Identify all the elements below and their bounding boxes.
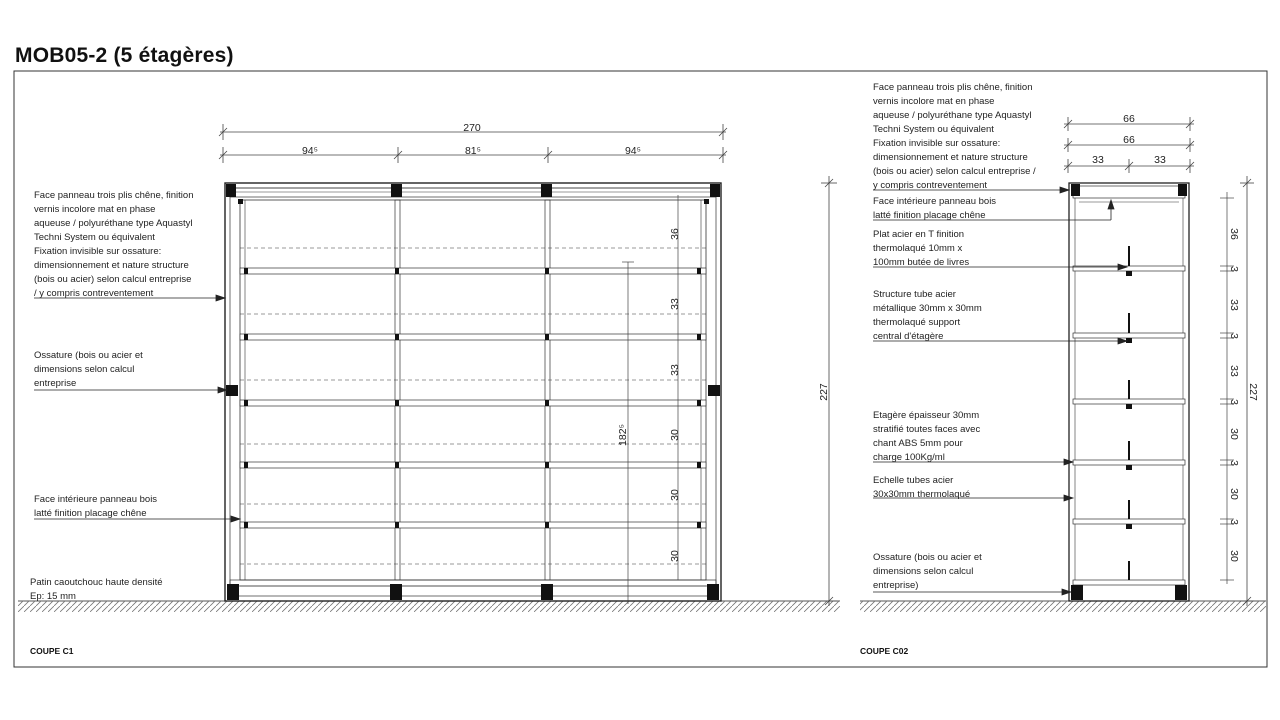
c02-note-ladder <box>873 475 970 500</box>
c02-shelf-dimensions <box>1228 228 1240 562</box>
c1-shelf-dim: 33 <box>669 364 681 376</box>
c02-shelf-dim: 3 <box>1228 266 1240 272</box>
svg-text:dimensionnement et nature stru: dimensionnement et nature structure <box>873 152 1028 163</box>
svg-text:Patin caoutchouc haute densité: Patin caoutchouc haute densité <box>30 577 163 588</box>
svg-text:chant ABS 5mm pour: chant ABS 5mm pour <box>873 438 963 449</box>
svg-text:vernis incolore mat en phase: vernis incolore mat en phase <box>34 204 156 215</box>
c1-dim-height: 227 <box>818 383 830 401</box>
c1-shelf-dim: 30 <box>669 429 681 441</box>
c02-note-steel-tube <box>873 289 982 342</box>
c02-note-inner-face <box>873 196 996 221</box>
svg-text:latté finition placage chêne: latté finition placage chêne <box>34 508 147 519</box>
c02-shelf-dim: 30 <box>1228 488 1240 500</box>
svg-text:dimensions selon calcul: dimensions selon calcul <box>34 364 135 375</box>
c02-dim-half-2: 33 <box>1154 154 1166 166</box>
c02-ground-line <box>860 601 1266 612</box>
svg-text:thermolaqué support: thermolaqué support <box>873 317 961 328</box>
svg-text:Fixation invisible sur ossatur: Fixation invisible sur ossature: <box>34 246 162 257</box>
svg-text:aqueuse / polyuréthane type Aq: aqueuse / polyuréthane type Aquastyl <box>873 110 1032 121</box>
svg-text:Face panneau trois plis chêne,: Face panneau trois plis chêne, finition <box>873 82 1033 93</box>
svg-text:central d'étagère: central d'étagère <box>873 331 944 342</box>
drawing-title: MOB05-2 (5 étagères) <box>15 44 234 67</box>
svg-text:Techni System ou équivalent: Techni System ou équivalent <box>873 124 994 135</box>
c02-shelf-dim: 33 <box>1228 299 1240 311</box>
c1-dim-total: 270 <box>463 122 481 134</box>
svg-text:vernis incolore mat en phase: vernis incolore mat en phase <box>873 96 995 107</box>
c1-note-ossature <box>34 350 143 389</box>
svg-text:Face intérieure panneau bois: Face intérieure panneau bois <box>873 196 997 207</box>
svg-text:Echelle tubes acier: Echelle tubes acier <box>873 475 954 486</box>
c02-shelf-dim: 30 <box>1228 550 1240 562</box>
c1-ground-line <box>18 601 840 612</box>
svg-text:entreprise: entreprise <box>34 378 77 389</box>
sheet-frame <box>14 71 1267 667</box>
svg-text:Techni System ou équivalent: Techni System ou équivalent <box>34 232 155 243</box>
c1-note-face-panel <box>34 190 194 299</box>
svg-text:100mm butée de livres: 100mm butée de livres <box>873 257 970 268</box>
c02-shelf-dim: 3 <box>1228 333 1240 339</box>
c02-note-face-panel <box>873 82 1036 191</box>
c02-shelf-dimension-chain <box>1220 192 1234 584</box>
svg-text:dimensions selon calcul: dimensions selon calcul <box>873 566 974 577</box>
c1-section-label: COUPE C1 <box>30 646 74 656</box>
svg-text:dimensionnement et nature stru: dimensionnement et nature structure <box>34 260 189 271</box>
c02-shelf-dim: 3 <box>1228 519 1240 525</box>
section-c02 <box>860 82 1266 656</box>
c02-shelf-dim: 36 <box>1228 228 1240 240</box>
svg-text:entreprise): entreprise) <box>873 580 919 591</box>
c02-shelf-dim: 3 <box>1228 460 1240 466</box>
svg-text:stratifié toutes faces avec: stratifié toutes faces avec <box>873 424 981 435</box>
svg-text:thermolaqué 10mm x: thermolaqué 10mm x <box>873 243 963 254</box>
c02-dim-depth-b: 66 <box>1123 134 1135 146</box>
c02-note-ossature <box>873 552 982 591</box>
svg-text:Structure tube acier: Structure tube acier <box>873 289 956 300</box>
c1-note-inner-face <box>34 494 157 519</box>
c1-dim-segment-3: 94⁵ <box>624 145 642 157</box>
svg-text:y compris contreventement: y compris contreventement <box>873 180 988 191</box>
c02-dim-depth-a: 66 <box>1123 113 1135 125</box>
svg-text:métallique 30mm x 30mm: métallique 30mm x 30mm <box>873 303 982 314</box>
c1-shelf-dim: 36 <box>669 228 681 240</box>
c02-shelf-dim: 33 <box>1228 365 1240 377</box>
svg-text:Etagère épaisseur 30mm: Etagère épaisseur 30mm <box>873 410 980 421</box>
c1-note-rubber-pad <box>30 577 163 602</box>
c1-shelf-dim: 33 <box>669 298 681 310</box>
svg-text:(bois ou acier) selon calcul e: (bois ou acier) selon calcul entreprise / <box>873 166 1036 177</box>
c1-cabinet-elevation <box>225 183 721 604</box>
c1-dim-segment-1: 94⁵ <box>301 145 319 157</box>
svg-text:(bois ou acier) selon calcul e: (bois ou acier) selon calcul entreprise <box>34 274 192 285</box>
c1-shelf-dim: 30 <box>669 489 681 501</box>
svg-text:Ossature (bois ou acier et: Ossature (bois ou acier et <box>873 552 982 563</box>
section-c1 <box>18 122 840 656</box>
svg-text:Face panneau trois plis chêne,: Face panneau trois plis chêne, finition <box>34 190 194 201</box>
svg-text:Face intérieure panneau bois: Face intérieure panneau bois <box>34 494 158 505</box>
svg-text:Ep: 15 mm: Ep: 15 mm <box>30 591 76 602</box>
c02-note-steel-t <box>873 229 969 268</box>
c02-note-shelf <box>873 410 980 463</box>
c1-shelf-dim: 30 <box>669 550 681 562</box>
svg-text:Fixation invisible sur ossatur: Fixation invisible sur ossature: <box>873 138 1001 149</box>
svg-text:charge 100Kg/ml: charge 100Kg/ml <box>873 452 945 463</box>
svg-text:/ y compris contreventement: / y compris contreventement <box>34 288 154 299</box>
c02-dim-height: 227 <box>1247 383 1259 401</box>
svg-text:30x30mm thermolaqué: 30x30mm thermolaqué <box>873 489 971 500</box>
svg-text:Ossature (bois ou acier et: Ossature (bois ou acier et <box>34 350 143 361</box>
svg-text:latté finition placage chêne: latté finition placage chêne <box>873 210 986 221</box>
c02-shelf-dim: 3 <box>1228 399 1240 405</box>
svg-text:aqueuse / polyuréthane type Aq: aqueuse / polyuréthane type Aquastyl <box>34 218 193 229</box>
c02-dim-half-1: 33 <box>1092 154 1104 166</box>
c1-dim-inner-height: 182⁵ <box>617 424 629 446</box>
c02-section-label: COUPE C02 <box>860 646 909 656</box>
c02-cabinet-section <box>1069 183 1189 601</box>
c1-dim-segment-2: 81⁵ <box>464 145 482 157</box>
svg-text:Plat acier en T finition: Plat acier en T finition <box>873 229 965 240</box>
c1-shelf-dimensions <box>669 228 681 562</box>
c02-shelf-dim: 30 <box>1228 428 1240 440</box>
